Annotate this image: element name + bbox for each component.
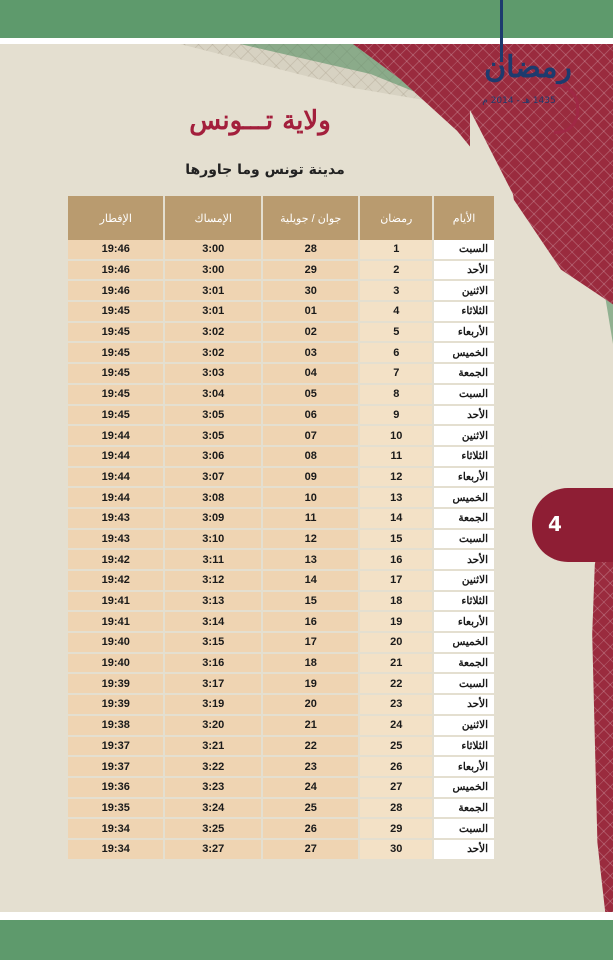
table-row [68, 716, 494, 737]
cell-ramadan: 26 [360, 757, 432, 778]
cell-ramadan: 29 [360, 819, 432, 840]
cell-day: الخميس [434, 633, 494, 654]
cell-date: 25 [263, 799, 358, 820]
cell-imsak: 3:14 [165, 612, 261, 633]
cell-iftar: 19:34 [68, 819, 163, 840]
table-row [68, 468, 494, 489]
cell-iftar: 19:43 [68, 509, 163, 530]
cell-date: 02 [263, 323, 358, 344]
cell-imsak: 3:06 [165, 447, 261, 468]
cell-iftar: 19:40 [68, 633, 163, 654]
cell-day: السبت [434, 819, 494, 840]
cell-imsak: 3:23 [165, 778, 261, 799]
cell-imsak: 3:12 [165, 571, 261, 592]
table-row [68, 509, 494, 530]
cell-day: الثلاثاء [434, 302, 494, 323]
cell-ramadan: 12 [360, 468, 432, 489]
table-header-row [68, 196, 494, 240]
table-row [68, 840, 494, 861]
cell-iftar: 19:42 [68, 550, 163, 571]
table-row [68, 819, 494, 840]
cell-ramadan: 21 [360, 654, 432, 675]
table-row [68, 695, 494, 716]
cell-ramadan: 9 [360, 406, 432, 427]
cell-ramadan: 17 [360, 571, 432, 592]
cell-day: السبت [434, 240, 494, 261]
page-subtitle: مدينة تونس وما جاورها [185, 162, 345, 178]
cell-date: 19 [263, 674, 358, 695]
cell-day: الخميس [434, 778, 494, 799]
cell-day: الأحد [434, 406, 494, 427]
cell-imsak: 3:04 [165, 385, 261, 406]
cell-iftar: 19:46 [68, 240, 163, 261]
cell-iftar: 19:37 [68, 737, 163, 758]
cell-iftar: 19:44 [68, 426, 163, 447]
cell-imsak: 3:15 [165, 633, 261, 654]
cell-date: 24 [263, 778, 358, 799]
cell-date: 01 [263, 302, 358, 323]
cell-ramadan: 24 [360, 716, 432, 737]
cell-date: 13 [263, 550, 358, 571]
cell-ramadan: 16 [360, 550, 432, 571]
cell-iftar: 19:41 [68, 612, 163, 633]
table-row [68, 757, 494, 778]
cell-imsak: 3:01 [165, 281, 261, 302]
page-number: 4 [548, 512, 562, 536]
table-row [68, 737, 494, 758]
cell-ramadan: 14 [360, 509, 432, 530]
cell-iftar: 19:41 [68, 592, 163, 613]
cell-ramadan: 8 [360, 385, 432, 406]
cell-day: الثلاثاء [434, 447, 494, 468]
table-row [68, 550, 494, 571]
cell-day: السبت [434, 530, 494, 551]
cell-ramadan: 20 [360, 633, 432, 654]
cell-iftar: 19:46 [68, 281, 163, 302]
cell-imsak: 3:24 [165, 799, 261, 820]
cell-imsak: 3:09 [165, 509, 261, 530]
table-row [68, 426, 494, 447]
cell-ramadan: 19 [360, 612, 432, 633]
cell-date: 14 [263, 571, 358, 592]
cell-imsak: 3:05 [165, 406, 261, 427]
table-row [68, 406, 494, 427]
cell-iftar: 19:45 [68, 302, 163, 323]
cell-ramadan: 1 [360, 240, 432, 261]
cell-imsak: 3:05 [165, 426, 261, 447]
cell-iftar: 19:45 [68, 385, 163, 406]
table-row [68, 674, 494, 695]
table-row [68, 654, 494, 675]
cell-date: 15 [263, 592, 358, 613]
header-days: الأيام [434, 196, 494, 240]
cell-iftar: 19:43 [68, 530, 163, 551]
cell-ramadan: 5 [360, 323, 432, 344]
cell-date: 23 [263, 757, 358, 778]
cell-date: 28 [263, 240, 358, 261]
cell-ramadan: 13 [360, 488, 432, 509]
cell-iftar: 19:36 [68, 778, 163, 799]
cell-day: الأربعاء [434, 323, 494, 344]
cell-imsak: 3:20 [165, 716, 261, 737]
cell-day: الأحد [434, 550, 494, 571]
cell-day: الثلاثاء [434, 737, 494, 758]
prayer-times-table [66, 196, 496, 861]
header-date: جوان / جويلية [263, 196, 358, 240]
table-body [68, 240, 494, 861]
table-row [68, 281, 494, 302]
cell-day: الاثنين [434, 716, 494, 737]
cell-imsak: 3:25 [165, 819, 261, 840]
cell-day: الاثنين [434, 571, 494, 592]
cell-date: 10 [263, 488, 358, 509]
cell-date: 11 [263, 509, 358, 530]
cell-date: 26 [263, 819, 358, 840]
cell-iftar: 19:46 [68, 261, 163, 282]
table-row [68, 240, 494, 261]
cell-date: 08 [263, 447, 358, 468]
cell-imsak: 3:11 [165, 550, 261, 571]
cell-ramadan: 6 [360, 343, 432, 364]
cell-imsak: 3:19 [165, 695, 261, 716]
cell-imsak: 3:02 [165, 343, 261, 364]
cell-iftar: 19:35 [68, 799, 163, 820]
cell-day: الخميس [434, 488, 494, 509]
cell-imsak: 3:17 [165, 674, 261, 695]
cell-imsak: 3:01 [165, 302, 261, 323]
table-row [68, 612, 494, 633]
cell-day: الأربعاء [434, 612, 494, 633]
cell-date: 05 [263, 385, 358, 406]
cell-iftar: 19:39 [68, 674, 163, 695]
cell-day: الأحد [434, 261, 494, 282]
cell-iftar: 19:38 [68, 716, 163, 737]
header-iftar: الإفطار [68, 196, 163, 240]
logo-year: 1435 هـ - 2014 م [482, 96, 556, 106]
cell-date: 06 [263, 406, 358, 427]
table-row [68, 323, 494, 344]
cell-day: الأحد [434, 695, 494, 716]
cell-iftar: 19:37 [68, 757, 163, 778]
cell-date: 03 [263, 343, 358, 364]
table-row [68, 799, 494, 820]
cell-date: 09 [263, 468, 358, 489]
cell-iftar: 19:39 [68, 695, 163, 716]
logo-word: رمضان [484, 50, 572, 85]
cell-date: 27 [263, 840, 358, 861]
cell-day: الخميس [434, 343, 494, 364]
cell-date: 12 [263, 530, 358, 551]
cell-imsak: 3:21 [165, 737, 261, 758]
cell-imsak: 3:02 [165, 323, 261, 344]
cell-day: الأربعاء [434, 468, 494, 489]
table-row [68, 778, 494, 799]
cell-ramadan: 25 [360, 737, 432, 758]
table-row [68, 530, 494, 551]
cell-ramadan: 23 [360, 695, 432, 716]
cell-date: 29 [263, 261, 358, 282]
cell-day: الثلاثاء [434, 592, 494, 613]
cell-ramadan: 4 [360, 302, 432, 323]
cell-date: 07 [263, 426, 358, 447]
cell-imsak: 3:08 [165, 488, 261, 509]
cell-date: 30 [263, 281, 358, 302]
cell-day: الاثنين [434, 281, 494, 302]
cell-iftar: 19:45 [68, 364, 163, 385]
cell-imsak: 3:03 [165, 364, 261, 385]
cell-day: الجمعة [434, 799, 494, 820]
cell-iftar: 19:44 [68, 447, 163, 468]
cell-ramadan: 30 [360, 840, 432, 861]
cell-ramadan: 11 [360, 447, 432, 468]
cell-date: 22 [263, 737, 358, 758]
table-row [68, 364, 494, 385]
cell-day: الأحد [434, 840, 494, 861]
table-row [68, 385, 494, 406]
cell-imsak: 3:07 [165, 468, 261, 489]
table-row [68, 571, 494, 592]
table-row [68, 261, 494, 282]
ramadan-logo [470, 0, 590, 140]
cell-ramadan: 15 [360, 530, 432, 551]
cell-imsak: 3:22 [165, 757, 261, 778]
table-row [68, 633, 494, 654]
table-row [68, 343, 494, 364]
header-imsak: الإمساك [165, 196, 261, 240]
page-title: ولاية تـــونس [189, 106, 331, 136]
cell-imsak: 3:00 [165, 240, 261, 261]
cell-iftar: 19:40 [68, 654, 163, 675]
bottom-white-stripe [0, 912, 613, 920]
cell-ramadan: 22 [360, 674, 432, 695]
cell-imsak: 3:00 [165, 261, 261, 282]
cell-day: السبت [434, 385, 494, 406]
cell-iftar: 19:34 [68, 840, 163, 861]
logo-hook-decoration [554, 84, 579, 134]
cell-day: السبت [434, 674, 494, 695]
cell-day: الاثنين [434, 426, 494, 447]
cell-iftar: 19:42 [68, 571, 163, 592]
cell-date: 21 [263, 716, 358, 737]
cell-day: الأربعاء [434, 757, 494, 778]
table-row [68, 488, 494, 509]
table-row [68, 447, 494, 468]
cell-ramadan: 18 [360, 592, 432, 613]
cell-day: الجمعة [434, 509, 494, 530]
table-row [68, 592, 494, 613]
cell-ramadan: 27 [360, 778, 432, 799]
cell-ramadan: 7 [360, 364, 432, 385]
cell-date: 04 [263, 364, 358, 385]
cell-iftar: 19:44 [68, 468, 163, 489]
cell-imsak: 3:10 [165, 530, 261, 551]
cell-iftar: 19:45 [68, 406, 163, 427]
cell-iftar: 19:44 [68, 488, 163, 509]
bottom-green-band [0, 920, 613, 960]
cell-day: الجمعة [434, 364, 494, 385]
header-ramadan: رمضان [360, 196, 432, 240]
cell-day: الجمعة [434, 654, 494, 675]
cell-date: 18 [263, 654, 358, 675]
cell-imsak: 3:16 [165, 654, 261, 675]
cell-date: 16 [263, 612, 358, 633]
cell-ramadan: 2 [360, 261, 432, 282]
cell-ramadan: 10 [360, 426, 432, 447]
cell-date: 17 [263, 633, 358, 654]
cell-imsak: 3:27 [165, 840, 261, 861]
cell-date: 20 [263, 695, 358, 716]
table-row [68, 302, 494, 323]
cell-iftar: 19:45 [68, 323, 163, 344]
cell-imsak: 3:13 [165, 592, 261, 613]
cell-ramadan: 3 [360, 281, 432, 302]
cell-ramadan: 28 [360, 799, 432, 820]
cell-iftar: 19:45 [68, 343, 163, 364]
